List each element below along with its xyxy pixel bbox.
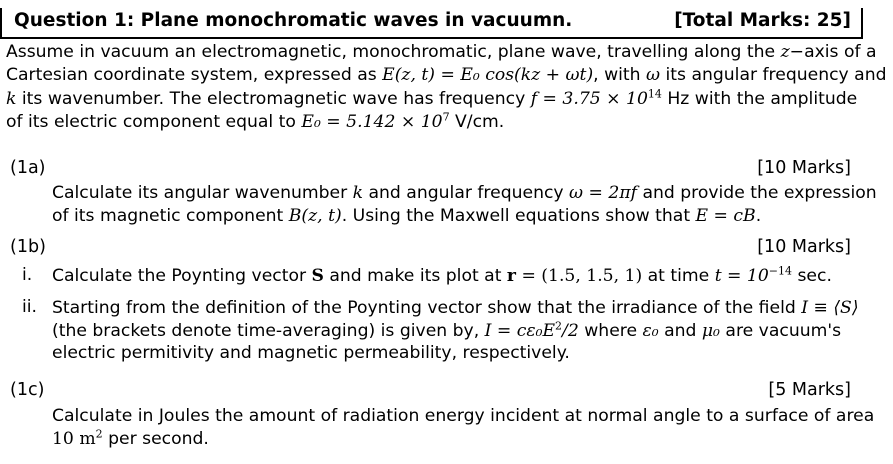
question-title: Question 1: Plane monochromatic waves in vacuumn. [14, 10, 573, 31]
header-bottom-border [0, 37, 863, 39]
part-1b-item-ii-label: ii. [22, 297, 38, 317]
part-1a-line-1: Calculate its angular wavenumber k and angular frequency ω = 2πf and provide the expression [52, 183, 877, 203]
part-1b-item-i-label: i. [22, 265, 33, 285]
part-1a-label: (1a) [10, 158, 46, 178]
part-1a-body [52, 182, 877, 227]
part-1c-marks: [5 Marks] [768, 380, 851, 400]
intro-line-2: Cartesian coordinate system, expressed as E(z, t) = E₀ cos(kz + ωt), with ω its angular frequency and [6, 65, 887, 86]
question-total-marks: [Total Marks: 25] [674, 10, 851, 31]
part-1c-body [52, 405, 875, 450]
part-1c-label: (1c) [10, 380, 45, 400]
question-header [0, 0, 893, 38]
header-right-border [861, 8, 863, 38]
header-left-border [0, 8, 2, 38]
part-1b-item-i: Calculate the Poynting vector S and make its plot at r = (1.5, 1.5, 1) at time $t = 10^{-14}$ sec. [52, 264, 832, 286]
amplitude-value: E₀ = 5.142 × 10 [301, 112, 443, 133]
frequency-value: f = 3.75 × 10 [530, 88, 648, 109]
part-1b-item-ii: Starting from the definition of the Poynting vector show that the irradiance of the field I ≡ ⟨S⟩ (the brackets denote time-averaging) is given by, $I = c\varepsilon_0E^2/2$ where ε₀ and μ₀ are vacuum's electric permitivity and magnetic permeability, respectively. [52, 298, 859, 363]
part-1b-marks: [10 Marks] [757, 237, 851, 257]
part-1a-line-2: of its magnetic component B(z, t). Using the Maxwell equations show that E = cB. [52, 205, 762, 226]
intro-line-3: k its wavenumber. The electromagnetic wave has frequency $f = 3.75 \times 10^{14}$ Hz with the amplitude [6, 87, 858, 109]
part-1c-line-1: Calculate in Joules the amount of radiation energy incident at normal angle to a surface of area [52, 406, 875, 426]
part-1c-line-2: 10 $m^2$ per second. [52, 426, 209, 449]
part-1a-marks: [10 Marks] [757, 158, 851, 178]
part-1b-label: (1b) [10, 237, 46, 257]
question-intro [6, 41, 887, 135]
intro-line-4: of its electric component equal to $E_0 = 5.142 \times 10^7$ V/cm. [6, 110, 505, 133]
intro-line-1: Assume in vacuum an electromagnetic, monochromatic, plane wave, travelling along the z−axis of a [6, 42, 877, 62]
wave-equation: E(z, t) = E₀ cos(kz + ωt) [382, 65, 594, 86]
